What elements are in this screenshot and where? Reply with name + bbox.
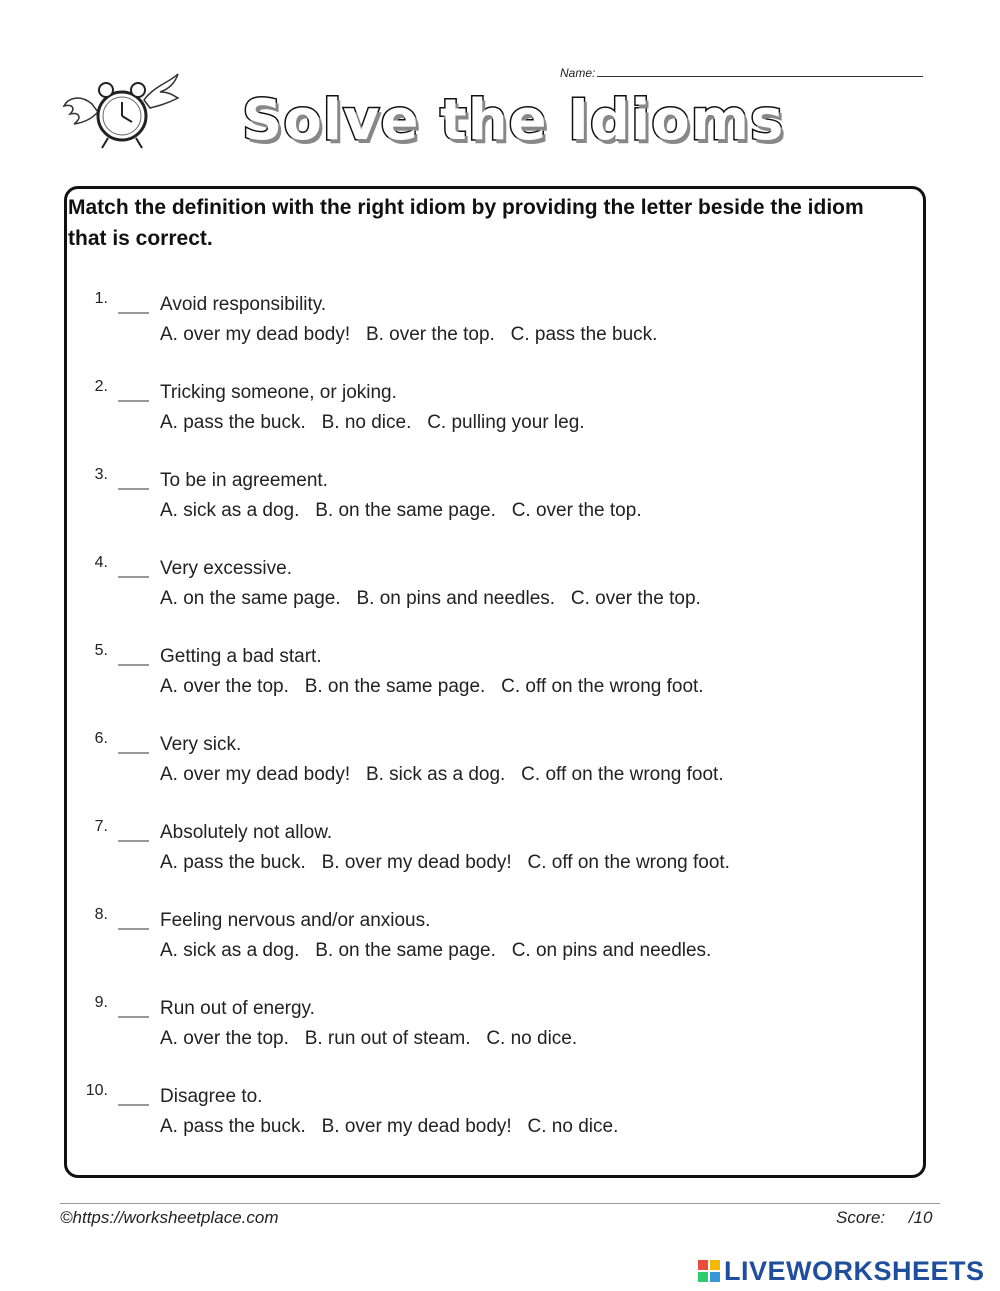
question-item [80, 290, 900, 360]
question-number: 2. [94, 378, 108, 395]
flying-clock-icon [62, 64, 182, 156]
question-number: 9. [94, 994, 108, 1011]
question-item [80, 466, 900, 536]
question-options: A. sick as a dog. B. on the same page. C. on pins and needles. [160, 940, 712, 961]
question-options: A. pass the buck. B. no dice. C. pulling your leg. [160, 412, 585, 433]
question-item [80, 642, 900, 712]
question-definition: To be in agreement. [160, 470, 328, 491]
question-item [80, 818, 900, 888]
question-definition: Run out of energy. [160, 998, 315, 1019]
answer-blank[interactable] [118, 1016, 149, 1018]
question-number: 1. [94, 290, 108, 307]
name-underline [597, 66, 923, 77]
question-options: A. sick as a dog. B. on the same page. C. over the top. [160, 500, 642, 521]
logo-blocks-icon [698, 1260, 720, 1282]
answer-blank[interactable] [118, 752, 149, 754]
score-label: Score: [836, 1208, 886, 1227]
question-number: 5. [94, 642, 108, 659]
name-label: Name: [560, 66, 596, 80]
question-options: A. over the top. B. on the same page. C. off on the wrong foot. [160, 676, 704, 697]
question-definition: Very sick. [160, 734, 242, 755]
question-item [80, 1082, 900, 1152]
copyright-text: ©https://worksheetplace.com [60, 1208, 279, 1227]
question-definition: Very excessive. [160, 558, 292, 579]
answer-blank[interactable] [118, 840, 149, 842]
question-number: 8. [94, 906, 108, 923]
question-definition: Disagree to. [160, 1086, 263, 1107]
question-definition: Absolutely not allow. [160, 822, 333, 843]
liveworksheets-logo [698, 1256, 985, 1286]
question-item [80, 906, 900, 976]
answer-blank[interactable] [118, 664, 149, 666]
answer-blank[interactable] [118, 400, 149, 402]
answer-blank[interactable] [118, 1104, 149, 1106]
question-definition: Feeling nervous and/or anxious. [160, 910, 431, 931]
score-total: /10 [908, 1208, 933, 1227]
question-options: A. over the top. B. run out of steam. C. no dice. [160, 1028, 578, 1049]
brand-name: LIVEWORKSHEETS [724, 1255, 985, 1286]
question-item [80, 378, 900, 448]
answer-blank[interactable] [118, 312, 149, 314]
question-item [80, 554, 900, 624]
answer-blank[interactable] [118, 576, 149, 578]
name-field[interactable] [560, 66, 923, 80]
question-number: 4. [94, 554, 108, 571]
question-number: 6. [94, 730, 108, 747]
question-item [80, 994, 900, 1064]
question-item [80, 730, 900, 800]
question-options: A. pass the buck. B. over my dead body! C. off on the wrong foot. [160, 852, 730, 873]
question-number: 10. [85, 1082, 108, 1099]
question-options: A. over my dead body! B. over the top. C. pass the buck. [160, 324, 658, 345]
question-definition: Avoid responsibility. [160, 294, 327, 315]
question-definition: Getting a bad start. [160, 646, 322, 667]
question-number: 7. [94, 818, 108, 835]
question-number: 3. [94, 466, 108, 483]
question-options: A. pass the buck. B. over my dead body! C. no dice. [160, 1116, 619, 1137]
question-options: A. on the same page. B. on pins and needles. C. over the top. [160, 588, 701, 609]
page-title: Solve the Idioms [242, 88, 785, 153]
score-field [836, 1208, 932, 1228]
question-options: A. over my dead body! B. sick as a dog. C. off on the wrong foot. [160, 764, 724, 785]
instructions: Match the definition with the right idiom by providing the letter beside the idiom that is correct. [68, 196, 864, 250]
answer-blank[interactable] [118, 488, 149, 490]
answer-blank[interactable] [118, 928, 149, 930]
question-definition: Tricking someone, or joking. [160, 382, 397, 403]
footer-divider [60, 1203, 940, 1204]
